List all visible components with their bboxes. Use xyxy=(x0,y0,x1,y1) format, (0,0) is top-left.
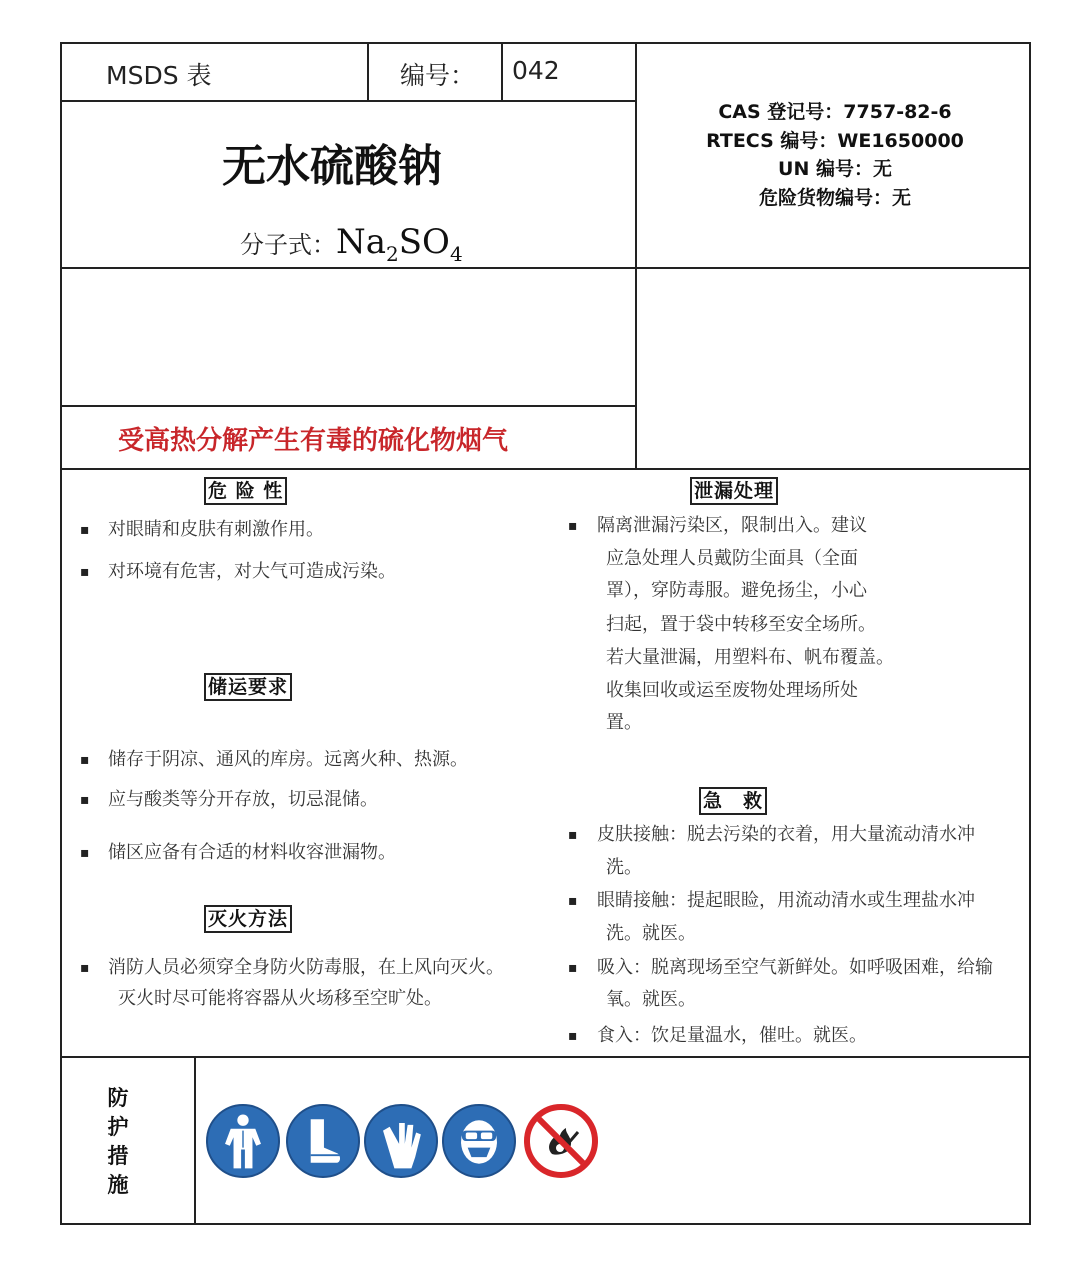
divider-warning xyxy=(60,405,636,407)
divider-header xyxy=(60,100,636,102)
bullet: ▪ xyxy=(80,792,90,808)
number-value: 042 xyxy=(512,56,560,85)
fire-title: 灭火方法 xyxy=(204,905,292,933)
un-number: UN 编号：无 xyxy=(778,158,892,180)
storage-item: 储区应备有合适的材料收容泄漏物。 xyxy=(108,842,396,863)
bullet: ▪ xyxy=(568,960,578,976)
divider-identity xyxy=(60,267,1031,269)
bullet: ▪ xyxy=(80,564,90,580)
protection-label: 防 护 措 施 xyxy=(107,1086,129,1197)
fire-line: 灭火时尽可能将容器从火场移至空旷处。 xyxy=(118,988,442,1009)
msds-label: MSDS 表 xyxy=(106,61,212,90)
bullet: ▪ xyxy=(568,827,578,843)
first-aid-title: 急 救 xyxy=(699,787,767,815)
leak-line: 应急处理人员戴防尘面具（全面 xyxy=(606,548,858,569)
protective-gloves-icon xyxy=(364,1104,438,1178)
storage-title: 储运要求 xyxy=(204,673,292,701)
divider-body xyxy=(60,468,1031,470)
leak-line: 收集回收或运至废物处理场所处 xyxy=(606,680,858,701)
hazard-warning: 受高热分解产生有毒的硫化物烟气 xyxy=(118,426,509,456)
first-aid-line: 皮肤接触：脱去污染的衣着，用大量流动清水冲 xyxy=(597,824,975,845)
msds-sheet xyxy=(60,42,1031,1225)
bullet: ▪ xyxy=(80,960,90,976)
protective-suit-icon xyxy=(206,1104,280,1178)
formula-label: 分子式： xyxy=(240,231,336,259)
hazard-title: 危 险 性 xyxy=(204,477,287,505)
first-aid-line: 食入：饮足量温水，催吐。就医。 xyxy=(597,1025,867,1046)
divider-msds xyxy=(367,42,369,100)
leak-line: 扫起，置于袋中转移至安全场所。 xyxy=(606,614,876,635)
first-aid-line: 吸入：脱离现场至空气新鲜处。如呼吸困难，给输 xyxy=(597,957,993,978)
divider-right-column xyxy=(635,42,637,468)
first-aid-line: 洗。就医。 xyxy=(606,923,696,944)
first-aid-line: 洗。 xyxy=(606,857,642,878)
formula-row xyxy=(240,222,463,266)
bullet: ▪ xyxy=(80,522,90,538)
face-mask-goggles-icon xyxy=(442,1104,516,1178)
leak-title: 泄漏处理 xyxy=(690,477,778,505)
identifier-block xyxy=(640,98,1030,212)
storage-item: 储存于阴凉、通风的库房。远离火种、热源。 xyxy=(108,749,468,770)
bullet: ▪ xyxy=(568,1028,578,1044)
cas-number: CAS 登记号：7757-82-6 xyxy=(718,101,952,123)
leak-line: 隔离泄漏污染区，限制出入。建议 xyxy=(597,515,867,536)
leak-line: 罩），穿防毒服。避免扬尘，小心 xyxy=(606,580,867,601)
bullet: ▪ xyxy=(568,893,578,909)
divider-number xyxy=(501,42,503,100)
dangerous-goods-number: 危险货物编号：无 xyxy=(758,186,911,209)
leak-line: 置。 xyxy=(606,712,642,733)
safety-boots-icon xyxy=(286,1104,360,1178)
bullet: ▪ xyxy=(80,845,90,861)
chemical-formula: $Na_2SO_4$ xyxy=(336,222,463,266)
divider-protection-label xyxy=(194,1056,196,1225)
rtecs-number: RTECS 编号：WE1650000 xyxy=(706,129,964,152)
chemical-name: 无水硫酸钠 xyxy=(222,141,442,192)
bullet: ▪ xyxy=(80,752,90,768)
hazard-item: 对环境有危害，对大气可造成污染。 xyxy=(108,561,396,582)
bullet: ▪ xyxy=(568,518,578,534)
number-label: 编号： xyxy=(400,61,476,90)
first-aid-line: 眼睛接触：提起眼睑，用流动清水或生理盐水冲 xyxy=(597,890,975,911)
hazard-item: 对眼睛和皮肤有刺激作用。 xyxy=(108,519,324,540)
first-aid-line: 氧。就医。 xyxy=(606,989,696,1010)
leak-line: 若大量泄漏，用塑料布、帆布覆盖。 xyxy=(606,647,894,668)
fire-line: 消防人员必须穿全身防火防毒服，在上风向灭火。 xyxy=(108,957,504,978)
storage-item: 应与酸类等分开存放，切忌混储。 xyxy=(108,789,378,810)
divider-protection xyxy=(60,1056,1031,1058)
no-open-flame-icon xyxy=(524,1104,598,1178)
